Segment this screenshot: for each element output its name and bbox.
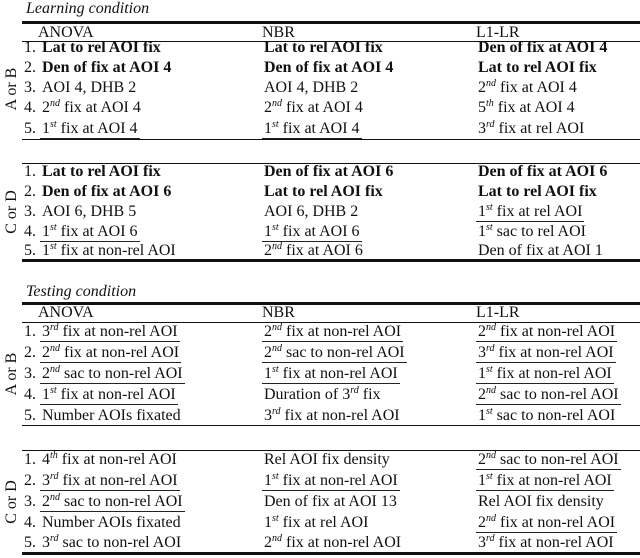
ordinal-suffix: st [50, 119, 57, 130]
ordinal-suffix: st [50, 241, 57, 252]
table-cell [40, 202, 138, 222]
ordinal-suffix: nd [486, 322, 496, 333]
feature-name: Duration of 3rd fix [264, 385, 381, 403]
group-bottom-rule [22, 139, 640, 140]
ordinal-suffix: st [486, 406, 493, 417]
table-cell [262, 119, 362, 139]
ordinal-suffix: nd [486, 513, 496, 524]
table-cell [476, 343, 616, 363]
table-cell [476, 385, 621, 405]
table-cell [476, 450, 621, 470]
ordinal-suffix: rd [486, 343, 495, 354]
feature-name: AOI 6, DHB 2 [264, 203, 359, 220]
table-cell [476, 471, 614, 491]
feature-name: Number AOIs fixated [42, 407, 181, 424]
feature-name: 1st fix at AOI 4 [264, 119, 360, 137]
feature-name: 2nd fix at non-rel AOI [264, 322, 402, 340]
ordinal-suffix: nd [486, 78, 496, 89]
table-cell [262, 202, 360, 222]
ordinal-suffix: rd [50, 533, 59, 544]
rank-number: 2. [24, 472, 36, 489]
feature-name: 5th fix at AOI 4 [478, 98, 575, 116]
table-cell [262, 364, 400, 384]
table-cell [476, 241, 605, 261]
rank-number: 3. [24, 79, 36, 96]
table-cell [262, 406, 402, 426]
table-cell [262, 533, 403, 553]
column-header: NBR [262, 24, 295, 41]
feature-name: 2nd fix at non-rel AOI [264, 533, 402, 551]
column-header: NBR [262, 304, 295, 321]
table-cell [40, 222, 140, 242]
table-cell [476, 406, 617, 426]
top-rule [22, 302, 640, 305]
table-cell [40, 78, 138, 98]
feature-name: Den of fix at AOI 6 [478, 163, 608, 180]
table-cell [40, 471, 180, 491]
feature-name: Lat to rel AOI fix [264, 39, 383, 56]
table-cell [40, 513, 183, 533]
ordinal-suffix: st [486, 222, 493, 233]
table-cell [262, 78, 360, 98]
table-cell [40, 162, 163, 182]
table-cell [262, 98, 365, 118]
feature-name: 2nd sac to non-rel AOI [42, 492, 183, 510]
table-cell [262, 38, 385, 58]
table-cell [40, 450, 179, 470]
table-cell [262, 471, 400, 491]
feature-name: Lat to rel AOI fix [264, 183, 383, 200]
ordinal-suffix: rd [50, 471, 59, 482]
table-cell [476, 58, 599, 78]
feature-name: AOI 4, DHB 2 [42, 79, 137, 96]
table-cell [476, 162, 609, 182]
feature-name: 3rd fix at non-rel AOI [264, 406, 400, 424]
feature-name: 3rd fix at rel AOI [478, 119, 585, 137]
rank-number: 5. [24, 534, 36, 551]
table-cell [40, 119, 140, 139]
ordinal-suffix: nd [486, 450, 496, 461]
feature-name: Rel AOI fix density [478, 493, 604, 510]
feature-name: 2nd sac to non-rel AOI [264, 343, 405, 361]
feature-name: 2nd fix at AOI 4 [478, 78, 577, 96]
feature-name: 1st fix at AOI 6 [264, 222, 360, 240]
ordinal-suffix: nd [50, 492, 60, 503]
rank-number: 4. [24, 223, 36, 240]
feature-name: Den of fix at AOI 1 [478, 242, 603, 259]
table-cell [40, 241, 178, 261]
feature-name: Lat to rel AOI fix [478, 59, 597, 76]
feature-name: 1st fix at non-rel AOI [478, 471, 612, 489]
group-bottom-rule [22, 259, 640, 262]
rank-number: 1. [24, 163, 36, 180]
table-cell [476, 222, 588, 242]
ordinal-suffix: nd [272, 322, 282, 333]
table-cell [262, 492, 399, 512]
table-cell [476, 513, 617, 533]
rank-number: 5. [24, 242, 36, 259]
feature-name: 2nd fix at non-rel AOI [478, 322, 616, 340]
feature-name: Lat to rel AOI fix [42, 39, 161, 56]
feature-name: AOI 4, DHB 2 [264, 79, 359, 96]
feature-name: 3rd fix at non-rel AOI [478, 533, 614, 551]
feature-name: 1st fix at non-rel AOI [264, 364, 398, 382]
feature-name: Lat to rel AOI fix [42, 163, 161, 180]
table-cell [262, 58, 395, 78]
table-cell [40, 98, 143, 118]
feature-name: 2nd fix at AOI 6 [264, 241, 363, 259]
feature-name: 2nd sac to non-rel AOI [478, 385, 619, 403]
table-cell [476, 322, 617, 342]
table-cell [476, 119, 586, 139]
rank-number: 2. [24, 344, 36, 361]
feature-name: 1st sac to rel AOI [478, 222, 586, 240]
table-cell [262, 450, 392, 470]
table-cell [40, 406, 183, 426]
ordinal-suffix: nd [50, 343, 60, 354]
feature-name: 2nd sac to non-rel AOI [478, 450, 619, 468]
table-cell [40, 58, 173, 78]
ordinal-suffix: st [272, 364, 279, 375]
feature-name: Number AOIs fixated [42, 514, 181, 531]
feature-name: Den of fix at AOI 6 [42, 183, 172, 200]
rank-number: 4. [24, 99, 36, 116]
ordinal-suffix: st [50, 385, 57, 396]
feature-name: 4th fix at non-rel AOI [42, 450, 177, 468]
feature-name: 1st fix at non-rel AOI [42, 385, 176, 403]
feature-name: 1st fix at AOI 4 [42, 119, 138, 137]
feature-name: 2nd sac to non-rel AOI [42, 364, 183, 382]
feature-name: AOI 6, DHB 5 [42, 203, 137, 220]
table-cell [262, 241, 365, 261]
table-cell [262, 222, 362, 242]
ordinal-suffix: rd [272, 406, 281, 417]
table-cell [262, 182, 385, 202]
feature-name: Den of fix at AOI 4 [42, 59, 172, 76]
feature-name: 1st fix at non-rel AOI [264, 471, 398, 489]
feature-name: Den of fix at AOI 13 [264, 493, 397, 510]
rank-number: 3. [24, 493, 36, 510]
table-cell [40, 385, 178, 405]
feature-name: 1st fix at non-rel AOI [42, 241, 176, 259]
ordinal-suffix: nd [272, 98, 282, 109]
ordinal-suffix: st [272, 119, 279, 130]
feature-name: Den of fix at AOI 6 [264, 163, 394, 180]
rank-number: 2. [24, 183, 36, 200]
table-cell [40, 343, 181, 363]
table-cell [40, 38, 163, 58]
rank-number: 1. [24, 323, 36, 340]
table-cell [476, 202, 584, 222]
rank-number: 1. [24, 39, 36, 56]
column-header: L1-LR [476, 304, 520, 321]
rank-number: 3. [24, 203, 36, 220]
table-cell [262, 162, 395, 182]
feature-name: 1st fix at non-rel AOI [478, 364, 612, 382]
ordinal-suffix: st [486, 202, 493, 213]
ordinal-suffix: st [486, 364, 493, 375]
feature-name: Lat to rel AOI fix [478, 183, 597, 200]
group-label: C or D [3, 479, 20, 524]
group-bottom-rule [22, 552, 640, 555]
column-header: ANOVA [38, 304, 94, 321]
feature-name: Den of fix at AOI 4 [478, 39, 608, 56]
table-cell [40, 182, 173, 202]
section-title: Learning condition [26, 0, 150, 17]
table-cell [476, 533, 616, 553]
ordinal-suffix: st [486, 471, 493, 482]
rank-number: 5. [24, 407, 36, 424]
table-cell [476, 98, 577, 118]
ordinal-suffix: nd [50, 364, 60, 375]
table-cell [476, 492, 606, 512]
ordinal-suffix: th [50, 450, 58, 461]
group-bottom-rule [22, 425, 640, 426]
rank-number: 4. [24, 514, 36, 531]
ordinal-suffix: rd [350, 385, 359, 396]
group-label: A or B [3, 67, 20, 110]
feature-name: 1st fix at rel AOI [478, 202, 583, 220]
ordinal-suffix: nd [272, 343, 282, 354]
feature-name: 3rd fix at non-rel AOI [42, 322, 178, 340]
ordinal-suffix: rd [50, 322, 59, 333]
rank-number: 5. [24, 120, 36, 137]
rank-number: 2. [24, 59, 36, 76]
table-cell [262, 385, 383, 405]
top-rule [22, 21, 640, 24]
ordinal-suffix: st [272, 471, 279, 482]
table-cell [40, 533, 183, 553]
ordinal-suffix: st [50, 222, 57, 233]
ordinal-suffix: rd [486, 533, 495, 544]
feature-name: 3rd fix at non-rel AOI [42, 471, 178, 489]
rank-number: 4. [24, 386, 36, 403]
ordinal-suffix: rd [486, 119, 495, 130]
feature-name: 1st fix at AOI 6 [42, 222, 138, 240]
rank-number: 1. [24, 451, 36, 468]
feature-name: 2nd fix at AOI 4 [42, 98, 141, 116]
table-cell [40, 492, 185, 512]
ordinal-suffix: nd [50, 98, 60, 109]
group-label: A or B [3, 352, 20, 396]
table-cell [262, 513, 370, 533]
feature-name: 3rd fix at non-rel AOI [478, 343, 614, 361]
feature-name: 3rd sac to non-rel AOI [42, 533, 182, 551]
table-cell [262, 343, 407, 363]
table-cell [476, 182, 599, 202]
feature-name: 1st fix at rel AOI [264, 513, 369, 531]
ordinal-suffix: nd [272, 241, 282, 252]
feature-name: Rel AOI fix density [264, 451, 390, 468]
feature-name: 1st sac to non-rel AOI [478, 406, 616, 424]
feature-name: 2nd fix at non-rel AOI [478, 513, 616, 531]
rank-number: 3. [24, 365, 36, 382]
column-header: ANOVA [38, 24, 94, 41]
group-label: C or D [3, 189, 20, 234]
table-cell [262, 322, 403, 342]
section-title: Testing condition [26, 283, 137, 300]
ordinal-suffix: st [272, 222, 279, 233]
ordinal-suffix: th [486, 98, 494, 109]
ordinal-suffix: st [272, 513, 279, 524]
ordinal-suffix: nd [486, 385, 496, 396]
column-header: L1-LR [476, 24, 520, 41]
feature-name: Den of fix at AOI 4 [264, 59, 394, 76]
table-cell [476, 364, 614, 384]
feature-name: 2nd fix at non-rel AOI [42, 343, 180, 361]
table-cell [476, 38, 609, 58]
table-cell [40, 322, 180, 342]
feature-name: 2nd fix at AOI 4 [264, 98, 363, 116]
table-cell [476, 78, 579, 98]
ordinal-suffix: nd [272, 533, 282, 544]
table-cell [40, 364, 185, 384]
